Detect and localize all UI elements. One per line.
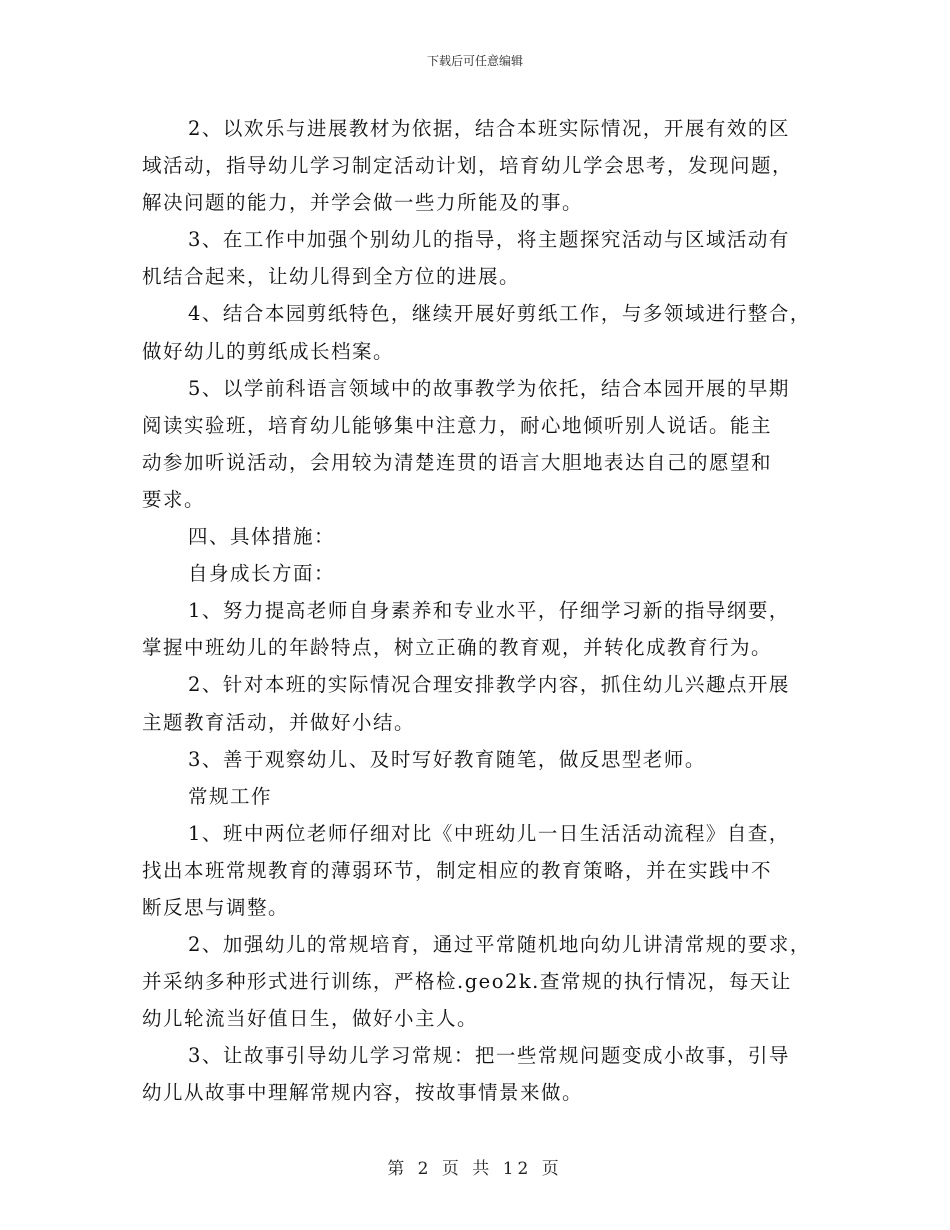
text-line: 要求。 bbox=[142, 487, 206, 511]
text-line: 3、在工作中加强个别幼儿的指导，将主题探究活动与区域活动有 bbox=[188, 228, 790, 252]
page-header: 下载后可任意编辑 bbox=[426, 54, 523, 68]
page-footer: 第 2 页 共 12 页 bbox=[387, 1159, 563, 1179]
text-line: 四、具体措施： bbox=[188, 525, 336, 549]
text-line: 主题教育活动，并做好小结。 bbox=[142, 710, 416, 734]
text-line: 3、善于观察幼儿、及时写好教育随笔，做反思型老师。 bbox=[188, 747, 706, 771]
text-line: 2、加强幼儿的常规培育，通过平常随机地向幼儿讲清常规的要求， bbox=[188, 933, 811, 957]
text-line: 断反思与调整。 bbox=[142, 895, 290, 919]
text-line: 动参加听说活动，会用较为清楚连贯的语言大胆地表达自己的愿望和 bbox=[142, 450, 773, 474]
text-line: 域活动，指导幼儿学习制定活动计划，培育幼儿学会思考，发现问题， bbox=[142, 154, 794, 178]
text-line: 1、努力提高老师自身素养和专业水平，仔细学习新的指导纲要， bbox=[188, 599, 790, 623]
text-line: 并采纳多种形式进行训练，严格检.geo2k.查常规的执行情况，每天让 bbox=[142, 970, 792, 994]
body-text bbox=[142, 110, 818, 1112]
text-line: 1、班中两位老师仔细对比《中班幼儿一日生活活动流程》自查， bbox=[188, 821, 790, 845]
text-line: 2、以欢乐与进展教材为依据，结合本班实际情况，开展有效的区 bbox=[188, 117, 790, 140]
text-line: 掌握中班幼儿的年龄特点，树立正确的教育观，并转化成教育行为。 bbox=[142, 636, 773, 660]
text-line: 解决问题的能力，并学会做一些力所能及的事。 bbox=[142, 191, 584, 215]
text-line: 4、结合本园剪纸特色，继续开展好剪纸工作，与多领域进行整合， bbox=[188, 302, 811, 326]
text-line: 2、针对本班的实际情况合理安排教学内容，抓住幼儿兴趣点开展 bbox=[188, 673, 790, 697]
text-line: 3、让故事引导幼儿学习常规：把一些常规问题变成小故事，引导 bbox=[188, 1044, 790, 1068]
text-line: 幼儿轮流当好值日生，做好小主人。 bbox=[142, 1007, 479, 1031]
text-line: 阅读实验班，培育幼儿能够集中注意力，耐心地倾听别人说话。能主 bbox=[142, 413, 773, 437]
text-line: 找出本班常规教育的薄弱环节，制定相应的教育策略，并在实践中不 bbox=[142, 858, 773, 882]
text-line: 幼儿从故事中理解常规内容，按故事情景来做。 bbox=[142, 1081, 584, 1105]
text-line: 做好幼儿的剪纸成长档案。 bbox=[142, 339, 395, 363]
text-line: 自身成长方面： bbox=[188, 562, 336, 586]
text-line: 常规工作 bbox=[188, 784, 273, 808]
text-line: 机结合起来，让幼儿得到全方位的进展。 bbox=[142, 265, 521, 289]
text-line: 5、以学前科语言领域中的故事教学为依托，结合本园开展的早期 bbox=[188, 376, 790, 400]
